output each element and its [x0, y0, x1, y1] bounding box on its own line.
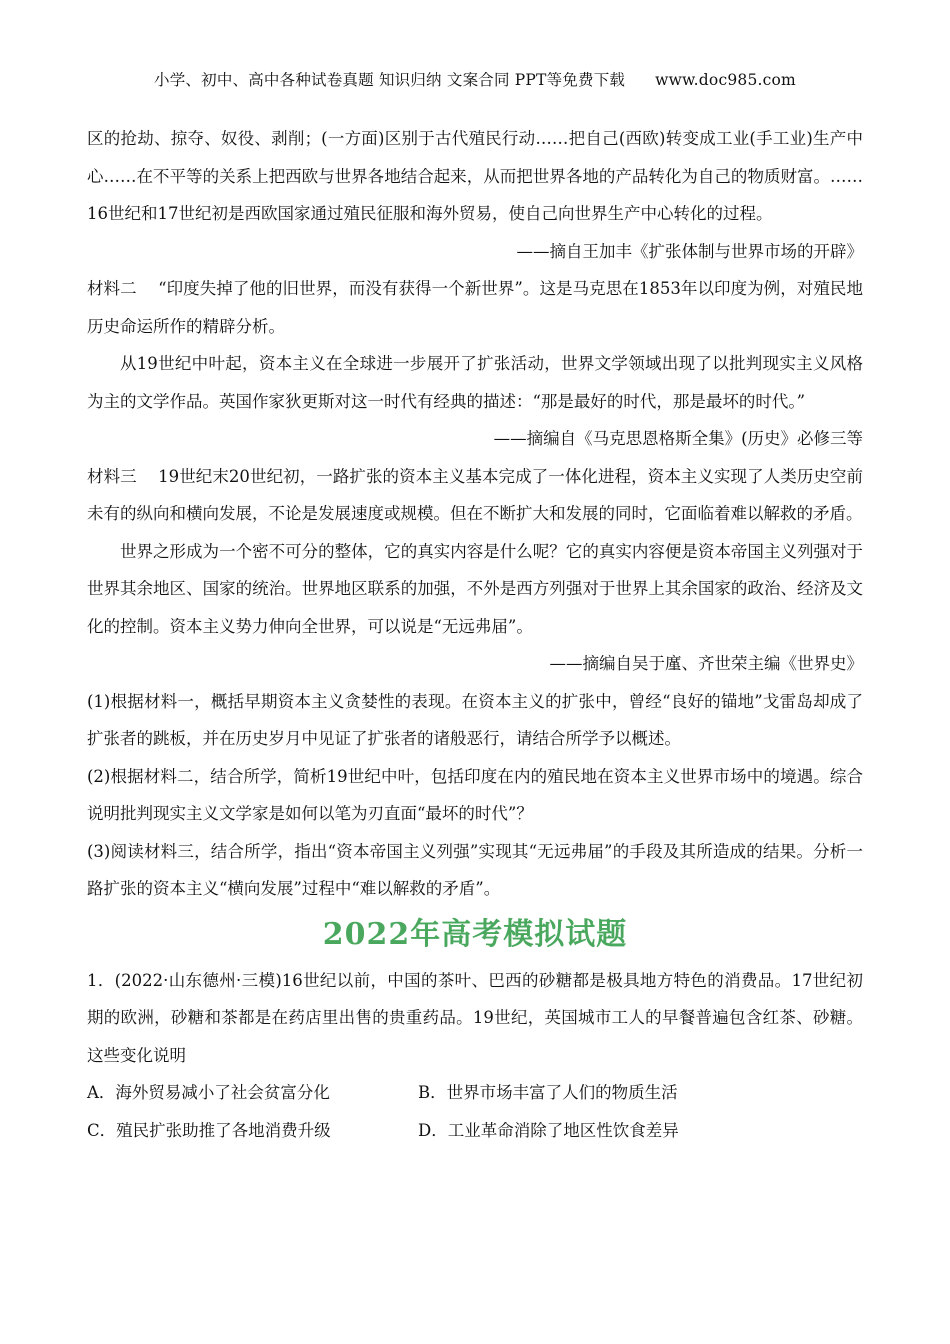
- page-header: [0, 68, 950, 90]
- option-a: A．海外贸易减小了社会贫富分化: [87, 1083, 330, 1102]
- question-part-2: (2)根据材料二，结合所学，简析19世纪中叶，包括印度在内的殖民地在资本主义世界市场中的境遇。综合说明批判现实主义文学家是如何以笔为刃直面“最坏的时代”？: [87, 766, 863, 823]
- material2-paragraph-2: 从19世纪中叶起，资本主义在全球进一步展开了扩张活动，世界文学领域出现了以批判现实主义风格为主的文学作品。英国作家狄更斯对这一时代有经典的描述：“那是最好的时代，那是最坏的时代。”: [87, 354, 863, 411]
- material3-paragraph-2: 世界之形成为一个密不可分的整体，它的真实内容是什么呢？它的真实内容便是资本帝国主义列强对于世界其余地区、国家的统治。世界地区联系的加强，不外是西方列强对于世界上其余国家的政治、经济及文化的控制。资本主义势力伸向全世界，可以说是“无远弗届”。: [87, 541, 863, 636]
- header-site-link[interactable]: www.doc985.com: [655, 71, 796, 89]
- option-d: D．工业革命消除了地区性饮食差异: [418, 1120, 679, 1140]
- question-1-options: [87, 1074, 863, 1149]
- material3-source: ——摘编自吴于廑、齐世荣主编《世界史》: [549, 654, 863, 673]
- material3-text-1: 19世纪末20世纪初，一路扩张的资本主义基本完成了一体化进程，资本主义实现了人类历史空前未有的纵向和横向发展，不论是发展速度或规模。但在不断扩大和发展的同时，它面临着难以解救的矛盾。: [87, 466, 864, 523]
- material2-paragraph-1: [87, 270, 863, 345]
- question-1-stem: 1．(2022·山东德州·三模)16世纪以前，中国的茶叶、巴西的砂糖都是极具地方特色的消费品。17世纪初期的欧洲，砂糖和茶都是在药店里出售的贵重药品。19世纪，英国城市工人的早餐普遍包含红茶、砂糖。这些变化说明: [87, 970, 863, 1065]
- question-part-1: (1)根据材料一，概括早期资本主义贪婪性的表现。在资本主义的扩张中，曾经“良好的锚地”戈雷岛却成了扩张者的跳板，并在历史岁月中见证了扩张者的诸般恶行，请结合所学予以概述。: [87, 691, 863, 748]
- material2-text-1: “印度失掉了他的旧世界，而没有获得一个新世界”。这是马克思在1853年以印度为例，对殖民地历史命运所作的精辟分析。: [87, 279, 863, 336]
- material1-source: ——摘自王加丰《扩张体制与世界市场的开辟》: [516, 241, 863, 261]
- section-title: 2022年高考模拟试题: [322, 916, 628, 952]
- header-text: 小学、初中、高中各种试卷真题 知识归纳 文案合同 PPT等免费下载: [154, 71, 626, 89]
- material3-label: 材料三: [87, 466, 137, 486]
- material2-source: ——摘编自《马克思恩格斯全集》(历史》必修三等: [493, 429, 863, 448]
- material1-paragraph: 区的抢劫、掠夺、奴役、剥削；(一方面)区别于古代殖民行动……把自己(西欧)转变成工业(手工业)生产中心……在不平等的关系上把西欧与世界各地结合起来，从而把世界各地的产品转化为自己的物质财富。……16世纪和17世纪初是西欧国家通过殖民征服和海外贸易，使自己向世界生产中心转化的过程。: [87, 129, 863, 223]
- material3-paragraph-1: [87, 458, 863, 533]
- option-c: C．殖民扩张助推了各地消费升级: [87, 1120, 331, 1140]
- material2-label: 材料二: [87, 279, 137, 298]
- question-part-3: (3)阅读材料三，结合所学，指出“资本帝国主义列强”实现其“无远弗届”的手段及其所造成的结果。分析一路扩张的资本主义“横向发展”过程中“难以解救的矛盾”。: [87, 841, 863, 898]
- option-b: B．世界市场丰富了人们的物质生活: [418, 1083, 678, 1102]
- document-body: [87, 120, 863, 1149]
